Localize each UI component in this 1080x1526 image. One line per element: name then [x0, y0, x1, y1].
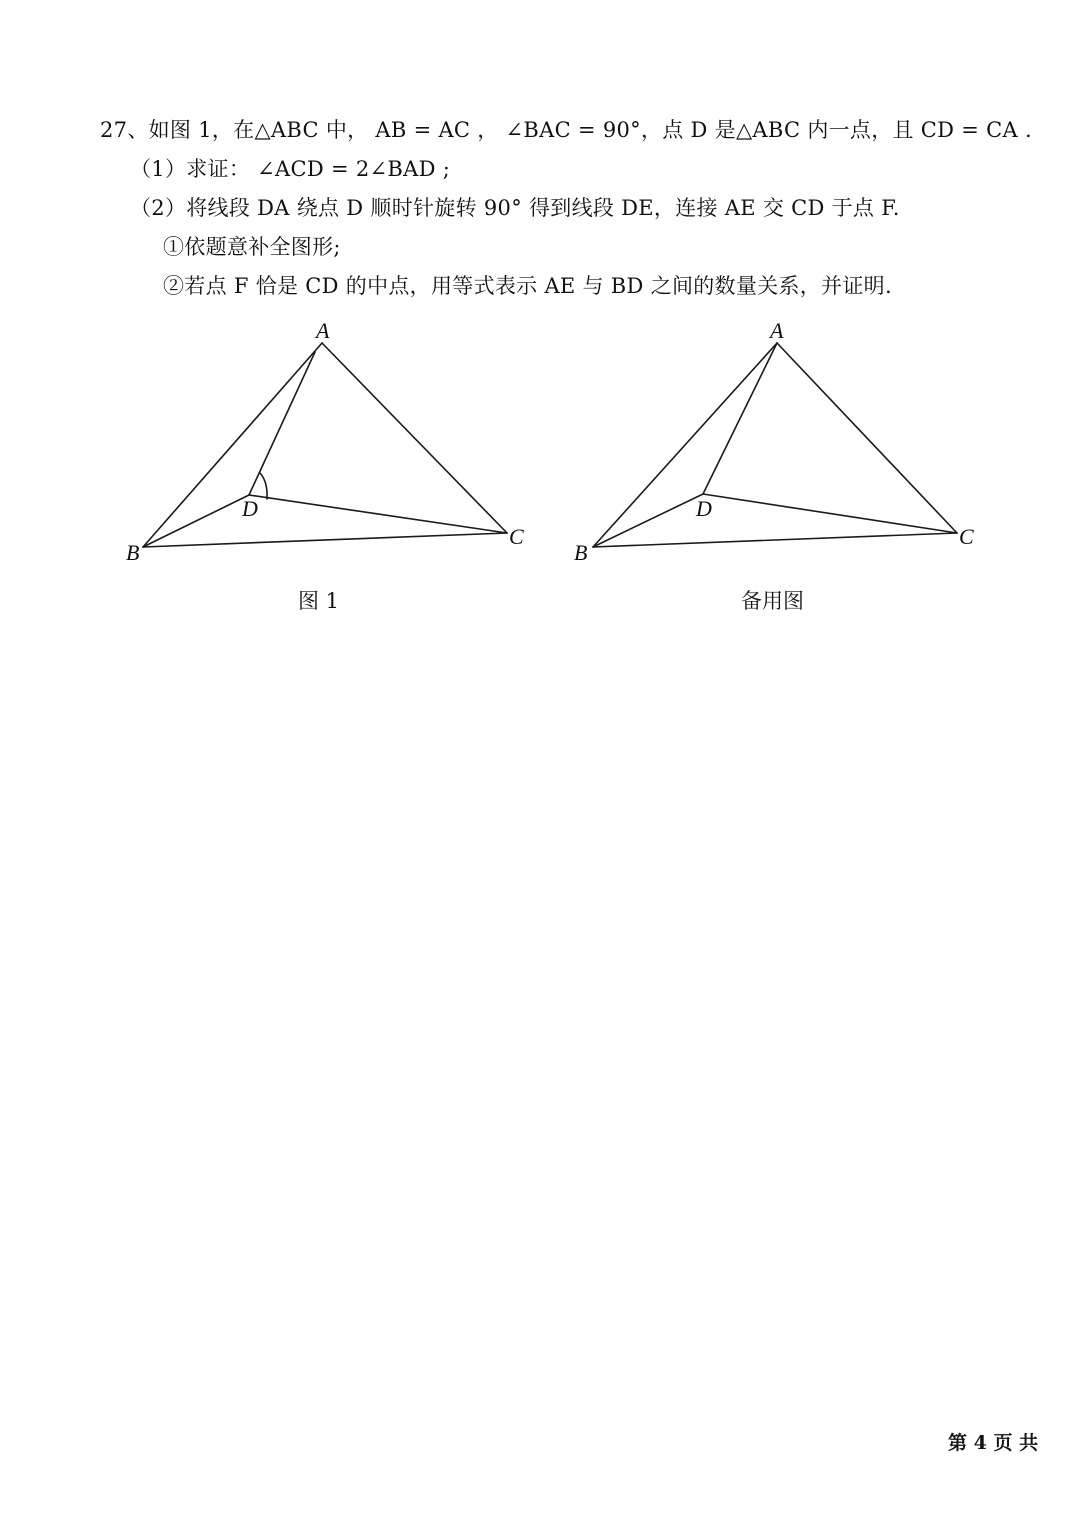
segment-ab: [593, 343, 777, 547]
label-b: B: [126, 540, 140, 565]
segment-ac: [777, 343, 957, 533]
label-a: A: [316, 318, 330, 343]
figure-1-caption: 图 1: [298, 589, 340, 613]
part-2-text: （2）将线段 DA 绕点 D 顺时针旋转 90° 得到线段 DE，连接 AE 交 CD 于点 F.: [130, 196, 900, 220]
figure-1-diagram: [110, 310, 550, 570]
label-c: C: [959, 524, 974, 549]
segment-ab: [143, 343, 322, 547]
part-2-sub-1-text: ①依题意补全图形;: [163, 235, 341, 259]
page-number: 第 4 页 共: [948, 1432, 1039, 1454]
segment-bc: [593, 533, 957, 547]
segment-bd: [143, 495, 249, 547]
label-c: C: [509, 524, 524, 549]
segment-ac: [322, 343, 507, 533]
label-b: B: [574, 540, 588, 565]
question-stem: 27、如图 1，在△ABC 中， AB = AC ， ∠BAC = 90°，点 D 是△ABC 内一点，且 CD = CA .: [100, 118, 1032, 142]
segment-bc: [143, 533, 507, 547]
part-2-sub-2-text: ②若点 F 恰是 CD 的中点，用等式表示 AE 与 BD 之间的数量关系，并证明.: [163, 274, 892, 298]
segment-ad: [703, 343, 777, 494]
segment-bd: [593, 494, 703, 547]
part-1-text: （1）求证： ∠ACD = 2∠BAD ;: [130, 157, 451, 181]
label-a: A: [770, 318, 784, 343]
angle-mark-adc: [260, 473, 267, 499]
label-d: D: [242, 496, 258, 521]
figure-2-diagram: [560, 310, 1000, 570]
label-d: D: [696, 496, 712, 521]
segment-dc: [703, 494, 957, 533]
segment-ad: [249, 352, 315, 495]
figure-2-caption: 备用图: [741, 589, 804, 613]
segment-dc: [249, 495, 507, 533]
